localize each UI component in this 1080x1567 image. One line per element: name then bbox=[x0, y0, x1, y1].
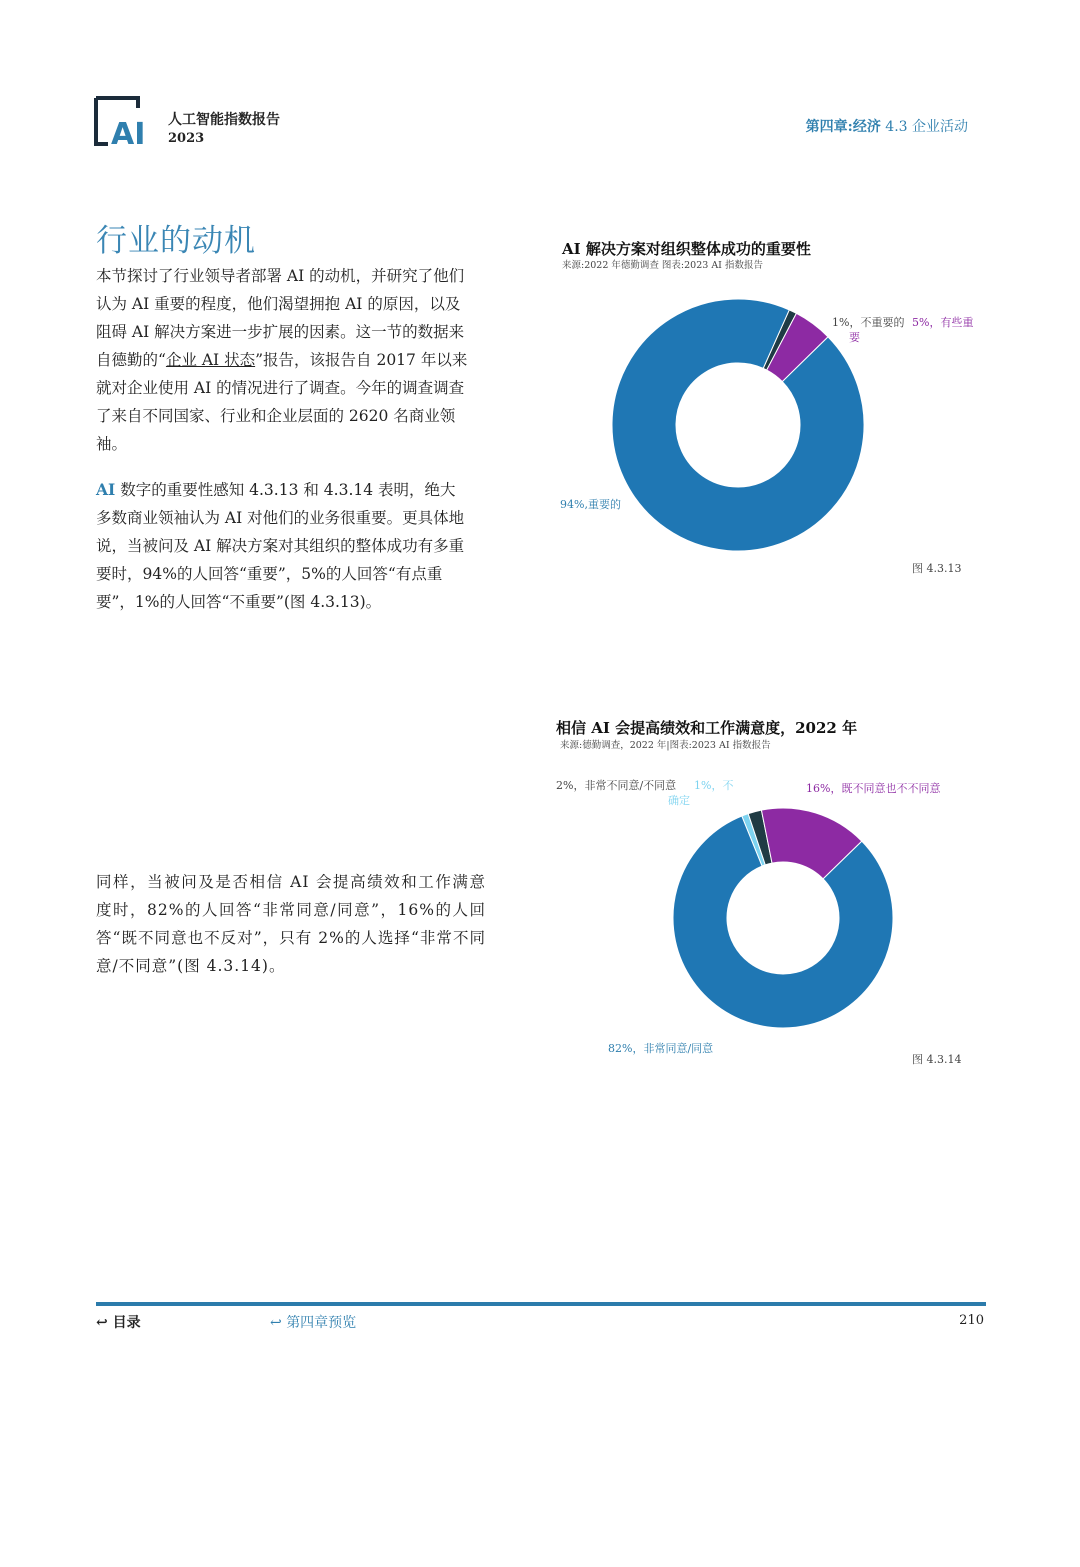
chart2-donut bbox=[650, 790, 915, 1045]
section-title: 行业的动机 bbox=[96, 223, 256, 259]
chapter-preview-label: 第四章预览 bbox=[286, 1315, 357, 1331]
chart2-source: 来源:德勤调查，2022 年|图表:2023 AI 指数报告 bbox=[560, 740, 771, 751]
ai-accent: AI bbox=[96, 480, 116, 499]
chart2-figure-number: 图 4.3.14 bbox=[912, 1053, 962, 1066]
satisfaction-paragraph: 同样，当被问及是否相信 AI 会提高绩效和工作满意度时，82%的人回答“非常同意/同意”，16%的人回答“既不同意也不反对”，只有 2%的人选择“非常不同意/不同意”(图 4.3.14)。 bbox=[96, 873, 486, 975]
chart2-label-unsure-cont: 确定 bbox=[668, 794, 690, 807]
chapter-preview-link[interactable] bbox=[270, 1312, 356, 1332]
chart2-title: 相信 AI 会提高绩效和工作满意度，2022 年 bbox=[556, 719, 858, 737]
intro-text-end: ”报告，该报告自 2017 年以来就对企业使用 AI 的情况进行了调查。今年的调查调查了来自不同国家、行业和企业层面的 2620 名商业领袖。 bbox=[96, 351, 468, 453]
toc-label: 目录 bbox=[112, 1315, 141, 1331]
page-number: 210 bbox=[959, 1313, 984, 1328]
chart2-label-disagree: 2%，非常不同意/不同意 bbox=[556, 779, 677, 792]
logo-text: AI bbox=[111, 117, 146, 148]
report-year: 2023 bbox=[168, 131, 205, 146]
ai-index-logo bbox=[94, 96, 156, 148]
deloitte-report-link[interactable]: 企业 AI 状态 bbox=[165, 351, 256, 369]
intro-paragraph bbox=[96, 262, 468, 458]
intro-text-start: 本节探讨了行业领导者部署 AI 的动机，并研究了他们认为 AI 重要的程度，他们渴望拥抱 AI 的原因，以及阻碍 AI 解决方案进一步扩展的因素。这一节的数据来自德勤的“ bbox=[96, 267, 465, 369]
footer-divider bbox=[96, 1302, 986, 1306]
chart1-label-somewhat-important: 5%，有些重 bbox=[912, 316, 974, 329]
return-arrow-icon: ↩ bbox=[96, 1315, 108, 1331]
chart1-title: AI 解决方案对组织整体成功的重要性 bbox=[562, 240, 811, 258]
section-label: 4.3 企业活动 bbox=[885, 119, 968, 135]
chart2-label-neutral: 16%，既不同意也不不同意 bbox=[806, 782, 941, 795]
chart2-label-agree: 82%，非常同意/同意 bbox=[608, 1042, 714, 1055]
chart1-figure-number: 图 4.3.13 bbox=[912, 562, 962, 575]
chapter-label: 第四章:经济 bbox=[805, 119, 881, 135]
return-arrow-icon: ↩ bbox=[270, 1315, 282, 1331]
chart1-source: 来源:2022 年德勤调查 图表:2023 AI 指数报告 bbox=[562, 260, 763, 271]
importance-text: 数字的重要性感知 4.3.13 和 4.3.14 表明，绝大多数商业领袖认为 AI 对他们的业务很重要。更具体地说，当被问及 AI 解决方案对其组织的整体成功有多重要时，94%的人回答“重要”，5%的人回答“有点重要”，1%的人回答“不重要”(图 4.3.13)。 bbox=[96, 481, 465, 611]
chart1-label-not-important: 1%，不重要的 bbox=[832, 316, 905, 329]
chapter-breadcrumb[interactable] bbox=[806, 116, 968, 136]
chart1-label-somewhat-important-cont: 要 bbox=[849, 331, 860, 344]
chart2-label-unsure: 1%，不 bbox=[694, 779, 734, 792]
toc-link[interactable] bbox=[96, 1312, 141, 1332]
report-title: 人工智能指数报告 bbox=[168, 112, 280, 128]
importance-paragraph bbox=[96, 476, 468, 616]
chart1-label-important: 94%,重要的 bbox=[560, 498, 621, 511]
